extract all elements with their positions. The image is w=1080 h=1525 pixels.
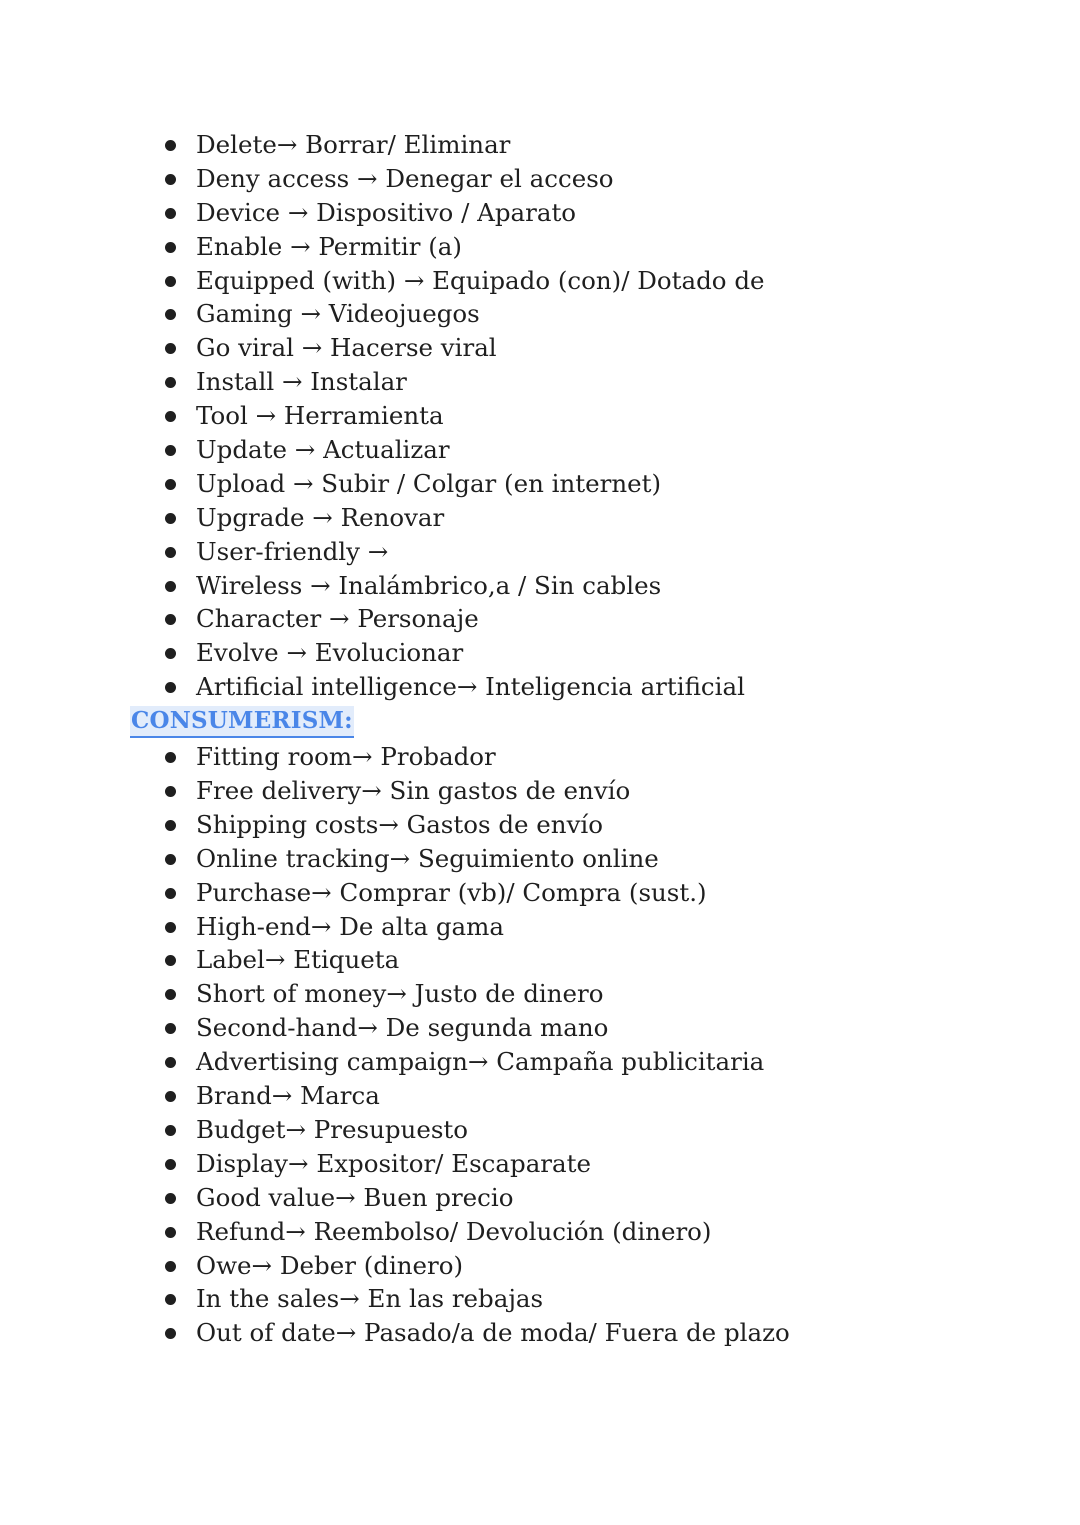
list-item: Artificial intelligence→ Inteligencia artificial [130,670,1030,704]
consumerism-vocab-list [130,740,1030,1350]
list-item: Go viral → Hacerse viral [130,331,1030,365]
list-item: Second-hand→ De segunda mano [130,1011,1030,1045]
list-item: Character → Personaje [130,602,1030,636]
list-item: Deny access → Denegar el acceso [130,162,1030,196]
list-item: Free delivery→ Sin gastos de envío [130,774,1030,808]
list-item: Purchase→ Comprar (vb)/ Compra (sust.) [130,876,1030,910]
list-item: Good value→ Buen precio [130,1181,1030,1215]
list-item: Evolve → Evolucionar [130,636,1030,670]
list-item: Gaming → Videojuegos [130,297,1030,331]
list-item: In the sales→ En las rebajas [130,1282,1030,1316]
list-item: Advertising campaign→ Campaña publicitaria [130,1045,1030,1079]
list-item: Budget→ Presupuesto [130,1113,1030,1147]
list-item: Out of date→ Pasado/a de moda/ Fuera de plazo [130,1316,1030,1350]
list-item: Device → Dispositivo / Aparato [130,196,1030,230]
list-item: Shipping costs→ Gastos de envío [130,808,1030,842]
document-content [130,128,1030,1350]
list-item: Refund→ Reembolso/ Devolución (dinero) [130,1215,1030,1249]
section-heading-consumerism: CONSUMERISM: [130,706,354,738]
list-item: Upload → Subir / Colgar (en internet) [130,467,1030,501]
list-item: Owe→ Deber (dinero) [130,1249,1030,1283]
list-item: Tool → Herramienta [130,399,1030,433]
list-item: Label→ Etiqueta [130,943,1030,977]
list-item: Update → Actualizar [130,433,1030,467]
list-item: Delete→ Borrar/ Eliminar [130,128,1030,162]
list-item: Install → Instalar [130,365,1030,399]
list-item: High-end→ De alta gama [130,910,1030,944]
list-item: Display→ Expositor/ Escaparate [130,1147,1030,1181]
list-item: Fitting room→ Probador [130,740,1030,774]
list-item: Brand→ Marca [130,1079,1030,1113]
list-item: Short of money→ Justo de dinero [130,977,1030,1011]
list-item: Online tracking→ Seguimiento online [130,842,1030,876]
list-item: Wireless → Inalámbrico,a / Sin cables [130,569,1030,603]
list-item: Equipped (with) → Equipado (con)/ Dotado de [130,264,1030,298]
technology-vocab-list [130,128,1030,704]
list-item: Enable → Permitir (a) [130,230,1030,264]
list-item: User-friendly → [130,535,1030,569]
list-item: Upgrade → Renovar [130,501,1030,535]
